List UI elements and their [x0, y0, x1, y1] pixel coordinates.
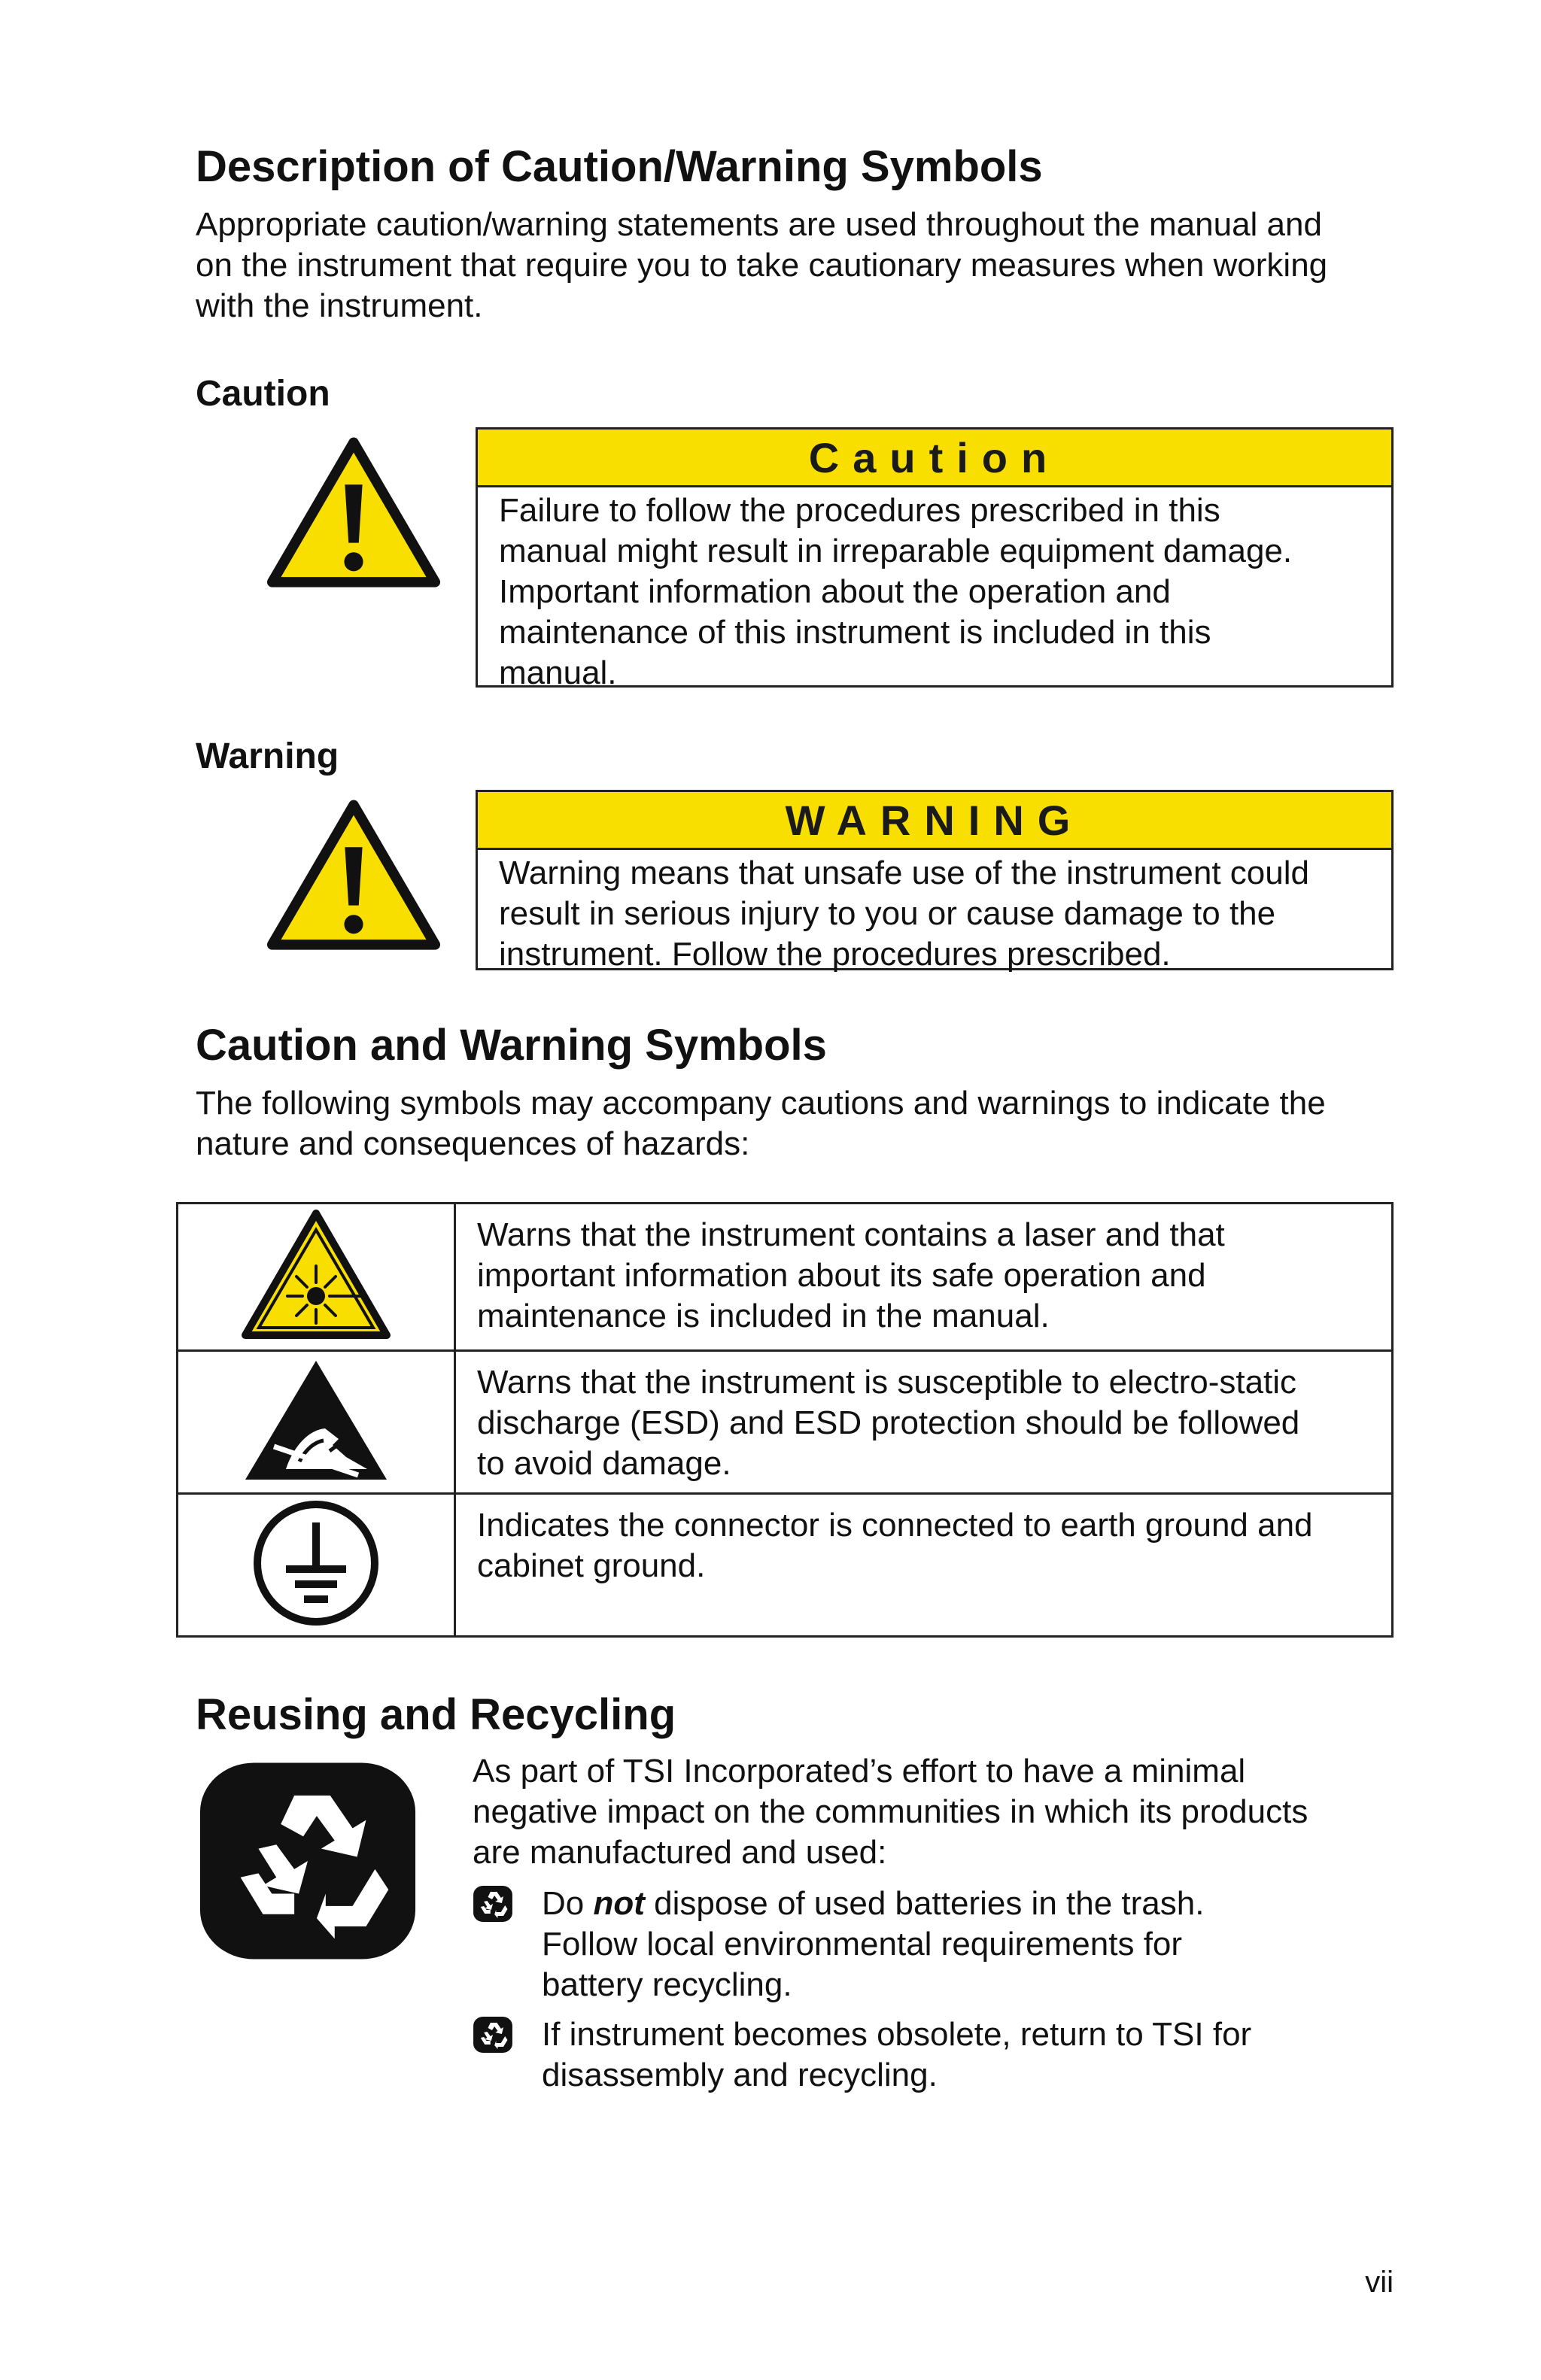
row-line: Warns that the instrument is susceptible to electro-static	[477, 1364, 1297, 1401]
intro-line: with the instrument.	[196, 287, 483, 324]
description-cell	[455, 1494, 1393, 1637]
row-line: maintenance is included in the manual.	[477, 1298, 1050, 1334]
caution-box-title: Caution	[478, 430, 1391, 487]
intro-line: The following symbols may accompany cautions and warnings to indicate the	[196, 1085, 1326, 1122]
recycle-bullet-icon	[473, 2016, 513, 2054]
icon-cell	[178, 1494, 455, 1637]
description-cell	[455, 1351, 1393, 1494]
warning-line: result in serious injury to you or cause damage to the	[499, 895, 1276, 932]
warning-line: Warning means that unsafe use of the instrument could	[499, 855, 1309, 891]
table-row	[178, 1204, 1393, 1351]
laser-warning-icon	[241, 1207, 391, 1343]
bullet-line	[542, 1884, 1204, 1924]
row-line: to avoid damage.	[477, 1445, 731, 1482]
warning-triangle-icon	[266, 799, 441, 952]
recycle-large-icon	[196, 1759, 420, 1963]
symbols-intro	[196, 1083, 1326, 1164]
intro-line: negative impact on the communities in which its products	[473, 1793, 1308, 1830]
recycle-bullet-icon	[473, 1885, 513, 1923]
caution-line: maintenance of this instrument is included in this	[499, 614, 1211, 651]
caution-notice-box	[476, 427, 1394, 691]
warning-notice-box	[476, 790, 1394, 973]
recycling-bullet-2	[542, 2014, 1251, 2096]
section-title-description: Description of Caution/Warning Symbols	[196, 142, 1043, 191]
intro-line: Appropriate caution/warning statements are used throughout the manual and	[196, 206, 1322, 243]
bullet-line: disassembly and recycling.	[542, 2057, 938, 2093]
intro-line: on the instrument that require you to take cautionary measures when working	[196, 247, 1328, 284]
intro-line: nature and consequences of hazards:	[196, 1125, 750, 1162]
icon-cell	[178, 1204, 455, 1351]
bullet-suffix: dispose of used batteries in the trash.	[644, 1885, 1205, 1922]
bullet-prefix: Do	[542, 1885, 594, 1922]
section-title-recycling: Reusing and Recycling	[196, 1690, 676, 1739]
description-cell	[455, 1204, 1393, 1351]
intro-line: As part of TSI Incorporated’s effort to have a minimal	[473, 1753, 1246, 1790]
warning-line: instrument. Follow the procedures prescribed.	[499, 936, 1171, 973]
intro-line: are manufactured and used:	[473, 1834, 887, 1871]
row-line: Indicates the connector is connected to earth ground and	[477, 1507, 1313, 1544]
section-title-symbols: Caution and Warning Symbols	[196, 1021, 827, 1070]
page-number: vii	[1365, 2266, 1394, 2299]
row-line: Warns that the instrument contains a laser and that	[477, 1216, 1225, 1253]
warning-box-body	[478, 850, 1391, 975]
warning-box-title: WARNING	[478, 792, 1391, 850]
caution-line: manual.	[499, 654, 617, 691]
table-row	[178, 1351, 1393, 1494]
caution-line: Important information about the operation and	[499, 573, 1171, 610]
caution-line: manual might result in irreparable equipment damage.	[499, 533, 1293, 569]
caution-subheading: Caution	[196, 374, 330, 414]
row-line: cabinet ground.	[477, 1547, 706, 1584]
recycling-bullet-1	[542, 1884, 1204, 2005]
caution-box-body	[478, 487, 1391, 694]
bullet-emphasis: not	[593, 1885, 645, 1922]
caution-line: Failure to follow the procedures prescribed in this	[499, 492, 1220, 529]
icon-cell	[178, 1351, 455, 1494]
caution-triangle-icon	[266, 436, 441, 590]
warning-subheading: Warning	[196, 736, 339, 776]
row-line: important information about its safe operation and	[477, 1257, 1206, 1294]
esd-warning-icon	[241, 1356, 391, 1484]
symbols-table	[176, 1202, 1394, 1638]
row-line: discharge (ESD) and ESD protection should be followed	[477, 1404, 1300, 1441]
bullet-line: If instrument becomes obsolete, return to TSI for	[542, 2016, 1252, 2053]
bullet-line: battery recycling.	[542, 1966, 792, 2003]
recycling-intro	[473, 1751, 1308, 1873]
earth-ground-icon	[248, 1495, 384, 1631]
bullet-line: Follow local environmental requirements for	[542, 1926, 1183, 1963]
table-row	[178, 1494, 1393, 1637]
description-intro	[196, 205, 1327, 326]
